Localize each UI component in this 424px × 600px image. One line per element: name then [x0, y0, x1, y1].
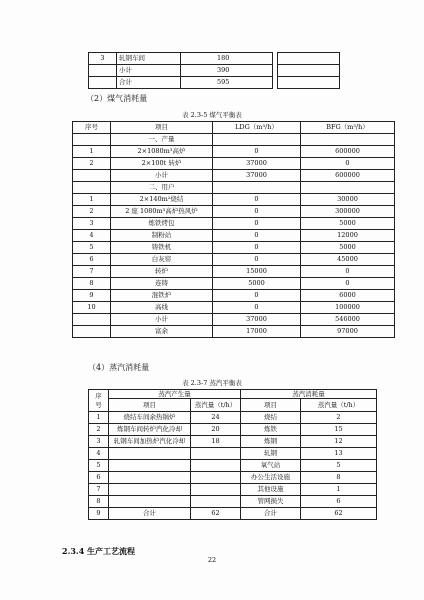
row-bfg: 0 — [301, 158, 395, 170]
row-consumption-qty: 62 — [301, 508, 377, 520]
row-number: 5 — [73, 242, 111, 254]
row-consumption-qty: 13 — [301, 448, 377, 460]
header-item: 项目 — [109, 399, 191, 412]
row-item: 制粉站 — [111, 230, 213, 242]
row-bfg: 5000 — [301, 242, 395, 254]
table-row — [73, 278, 395, 290]
row-consumption-qty: 2 — [301, 412, 377, 424]
steam-table-body — [89, 412, 377, 520]
row-item: 混铁炉 — [111, 290, 213, 302]
row-item: 高线 — [111, 302, 213, 314]
table-row — [89, 496, 377, 508]
header-ldg: LDG（m³/h） — [213, 122, 301, 134]
row-value: 390 — [181, 65, 273, 77]
table-row — [73, 134, 395, 146]
row-production-qty — [191, 496, 241, 508]
row-number: 7 — [73, 266, 111, 278]
row-production-qty: 62 — [191, 508, 241, 520]
row-consumption-item: 炼铁 — [241, 424, 301, 436]
row-ldg: 0 — [213, 194, 301, 206]
row-number — [73, 326, 111, 338]
gas-section-heading: （2）煤气消耗量 — [86, 94, 148, 103]
row-bfg: 30000 — [301, 194, 395, 206]
row-number: 7 — [89, 484, 109, 496]
header-item2: 项目 — [241, 399, 301, 412]
row-item: 2×1080m³高炉 — [111, 146, 213, 158]
row-number: 2 — [73, 206, 111, 218]
row-ldg: 0 — [213, 254, 301, 266]
row-item: 铸铁机 — [111, 242, 213, 254]
table-row — [73, 242, 395, 254]
row-consumption-item: 炼钢 — [241, 436, 301, 448]
row-consumption-qty: 12 — [301, 436, 377, 448]
row-number: 4 — [73, 230, 111, 242]
row-ldg: 17000 — [213, 326, 301, 338]
row-consumption-item: 管网损失 — [241, 496, 301, 508]
row-number: 1 — [73, 194, 111, 206]
row-bfg: 97000 — [301, 326, 395, 338]
header-bfg: BFG（m³/h） — [301, 122, 395, 134]
row-item: 2×140m²烧结 — [111, 194, 213, 206]
table-row — [89, 508, 377, 520]
row-number: 1 — [73, 146, 111, 158]
row-ldg: 0 — [213, 218, 301, 230]
row-consumption-item: 烧结 — [241, 412, 301, 424]
row-consumption-item: 其他设施 — [241, 484, 301, 496]
steam-section-heading: （4）蒸汽消耗量 — [88, 363, 150, 372]
table-row — [89, 53, 340, 65]
table-row — [73, 314, 395, 326]
row-production-qty — [191, 484, 241, 496]
table-header-row — [89, 390, 377, 399]
row-item: 连铸 — [111, 278, 213, 290]
row-number: 10 — [73, 302, 111, 314]
row-production-qty: 18 — [191, 436, 241, 448]
header-consumption-group: 蒸汽消耗量 — [241, 390, 377, 399]
table-row — [89, 484, 377, 496]
table-row — [73, 194, 395, 206]
gas-table-body — [73, 134, 395, 338]
row-item: 二、用户 — [111, 182, 213, 194]
table-row — [73, 182, 395, 194]
row-number: 5 — [89, 460, 109, 472]
process-section-heading: 2.3.4 生产工艺流程 — [62, 546, 136, 556]
table-row — [73, 158, 395, 170]
row-bfg: 600000 — [301, 170, 395, 182]
row-number — [73, 170, 111, 182]
row-ldg: 0 — [213, 302, 301, 314]
row-item: 转炉 — [111, 266, 213, 278]
row-item: 小计 — [111, 314, 213, 326]
row-bfg — [301, 134, 395, 146]
row-item: 小计 — [117, 65, 181, 77]
row-ldg: 0 — [213, 230, 301, 242]
row-ldg: 5000 — [213, 278, 301, 290]
row-consumption-item: 办公生活设施 — [241, 472, 301, 484]
row-consumption-qty: 1 — [301, 484, 377, 496]
row-bfg: 600000 — [301, 146, 395, 158]
table-row — [73, 290, 395, 302]
row-ldg — [213, 134, 301, 146]
row-production-qty: 20 — [191, 424, 241, 436]
row-item: 富余 — [111, 326, 213, 338]
row-number — [73, 314, 111, 326]
row-number: 6 — [89, 472, 109, 484]
row-bfg: 300000 — [301, 206, 395, 218]
page-number: 22 — [207, 556, 217, 564]
row-consumption-qty: 8 — [301, 472, 377, 484]
row-ldg: 37000 — [213, 314, 301, 326]
row-production-qty: 24 — [191, 412, 241, 424]
row-production-item — [109, 448, 191, 460]
row-number — [73, 182, 111, 194]
row-item: 2 座 1080m³高炉热风炉 — [111, 206, 213, 218]
row-item: 2×100t 转炉 — [111, 158, 213, 170]
row-number: 6 — [73, 254, 111, 266]
row-number: 3 — [73, 218, 111, 230]
row-bfg: 0 — [301, 266, 395, 278]
header-qty: 蒸汽量（t/h） — [191, 399, 241, 412]
table-row — [89, 460, 377, 472]
table-row — [73, 302, 395, 314]
top-balance-table — [88, 52, 340, 89]
steam-balance-table — [88, 389, 377, 520]
row-bfg: 5000 — [301, 218, 395, 230]
row-ldg: 0 — [213, 146, 301, 158]
table-row — [73, 230, 395, 242]
row-number — [89, 65, 117, 77]
row-ldg: 0 — [213, 290, 301, 302]
row-consumption-item: 合计 — [241, 508, 301, 520]
row-production-qty — [191, 472, 241, 484]
header-production-group: 蒸汽产生量 — [109, 390, 241, 399]
row-production-item: 烧结车间余热锅炉 — [109, 412, 191, 424]
table-row — [73, 266, 395, 278]
row-bfg: 100000 — [301, 302, 395, 314]
row-item: 炼铁烤包 — [111, 218, 213, 230]
row-production-item — [109, 496, 191, 508]
row-ldg — [213, 182, 301, 194]
table-row — [73, 218, 395, 230]
table-row — [89, 77, 340, 89]
table-header-row — [89, 399, 377, 412]
row-number: 3 — [89, 436, 109, 448]
row-number: 9 — [89, 508, 109, 520]
row-bfg: 546000 — [301, 314, 395, 326]
row-number: 1 — [89, 412, 109, 424]
header-no: 序号 — [73, 122, 111, 134]
table-row — [89, 65, 340, 77]
row-item: 合计 — [117, 77, 181, 89]
table-row — [73, 206, 395, 218]
row-bfg: 45000 — [301, 254, 395, 266]
row-item: 小计 — [111, 170, 213, 182]
row-number: 3 — [89, 53, 117, 65]
row-number: 2 — [89, 424, 109, 436]
table-row — [73, 146, 395, 158]
row-number: 4 — [89, 448, 109, 460]
row-value: 595 — [181, 77, 273, 89]
row-consumption-item: 轧钢 — [241, 448, 301, 460]
row-ldg: 0 — [213, 206, 301, 218]
row-production-item: 合计 — [109, 508, 191, 520]
row-production-item — [109, 460, 191, 472]
row-bfg: 0 — [301, 278, 395, 290]
table-row — [73, 326, 395, 338]
table-row — [89, 448, 377, 460]
row-production-item — [109, 484, 191, 496]
row-number: 8 — [73, 278, 111, 290]
row-item: 一、产量 — [111, 134, 213, 146]
table-header-row — [73, 122, 395, 134]
row-consumption-qty: 6 — [301, 496, 377, 508]
row-number: 2 — [73, 158, 111, 170]
row-production-item: 炼钢车间转炉汽化冷却 — [109, 424, 191, 436]
row-ldg: 15000 — [213, 266, 301, 278]
row-ldg: 37000 — [213, 158, 301, 170]
table-row — [89, 412, 377, 424]
row-number — [89, 77, 117, 89]
row-production-item: 轧钢车间加热炉汽化冷却 — [109, 436, 191, 448]
row-ldg: 0 — [213, 242, 301, 254]
row-production-item — [109, 472, 191, 484]
table-row — [89, 436, 377, 448]
table-row — [73, 254, 395, 266]
row-consumption-qty: 5 — [301, 460, 377, 472]
header-qty2: 蒸汽量（t/h） — [301, 399, 377, 412]
row-consumption-item: 氧气站 — [241, 460, 301, 472]
row-bfg: 6000 — [301, 290, 395, 302]
row-item: 轧钢车间 — [117, 53, 181, 65]
steam-table-caption: 表 2.3-7 蒸汽平衡表 — [182, 379, 242, 387]
table-row — [73, 170, 395, 182]
header-no: 序 号 — [89, 390, 109, 412]
gas-balance-table — [72, 121, 395, 338]
row-bfg: 12000 — [301, 230, 395, 242]
row-item: 白灰窑 — [111, 254, 213, 266]
row-number — [73, 134, 111, 146]
gas-table-caption: 表 2.3-5 煤气平衡表 — [182, 111, 242, 119]
row-consumption-qty: 15 — [301, 424, 377, 436]
row-ldg: 37000 — [213, 170, 301, 182]
header-item: 项目 — [111, 122, 213, 134]
row-production-qty — [191, 460, 241, 472]
row-number: 9 — [73, 290, 111, 302]
table-row — [89, 472, 377, 484]
row-value: 180 — [181, 53, 273, 65]
row-production-qty — [191, 448, 241, 460]
row-bfg — [301, 182, 395, 194]
table-row — [89, 424, 377, 436]
row-number: 8 — [89, 496, 109, 508]
